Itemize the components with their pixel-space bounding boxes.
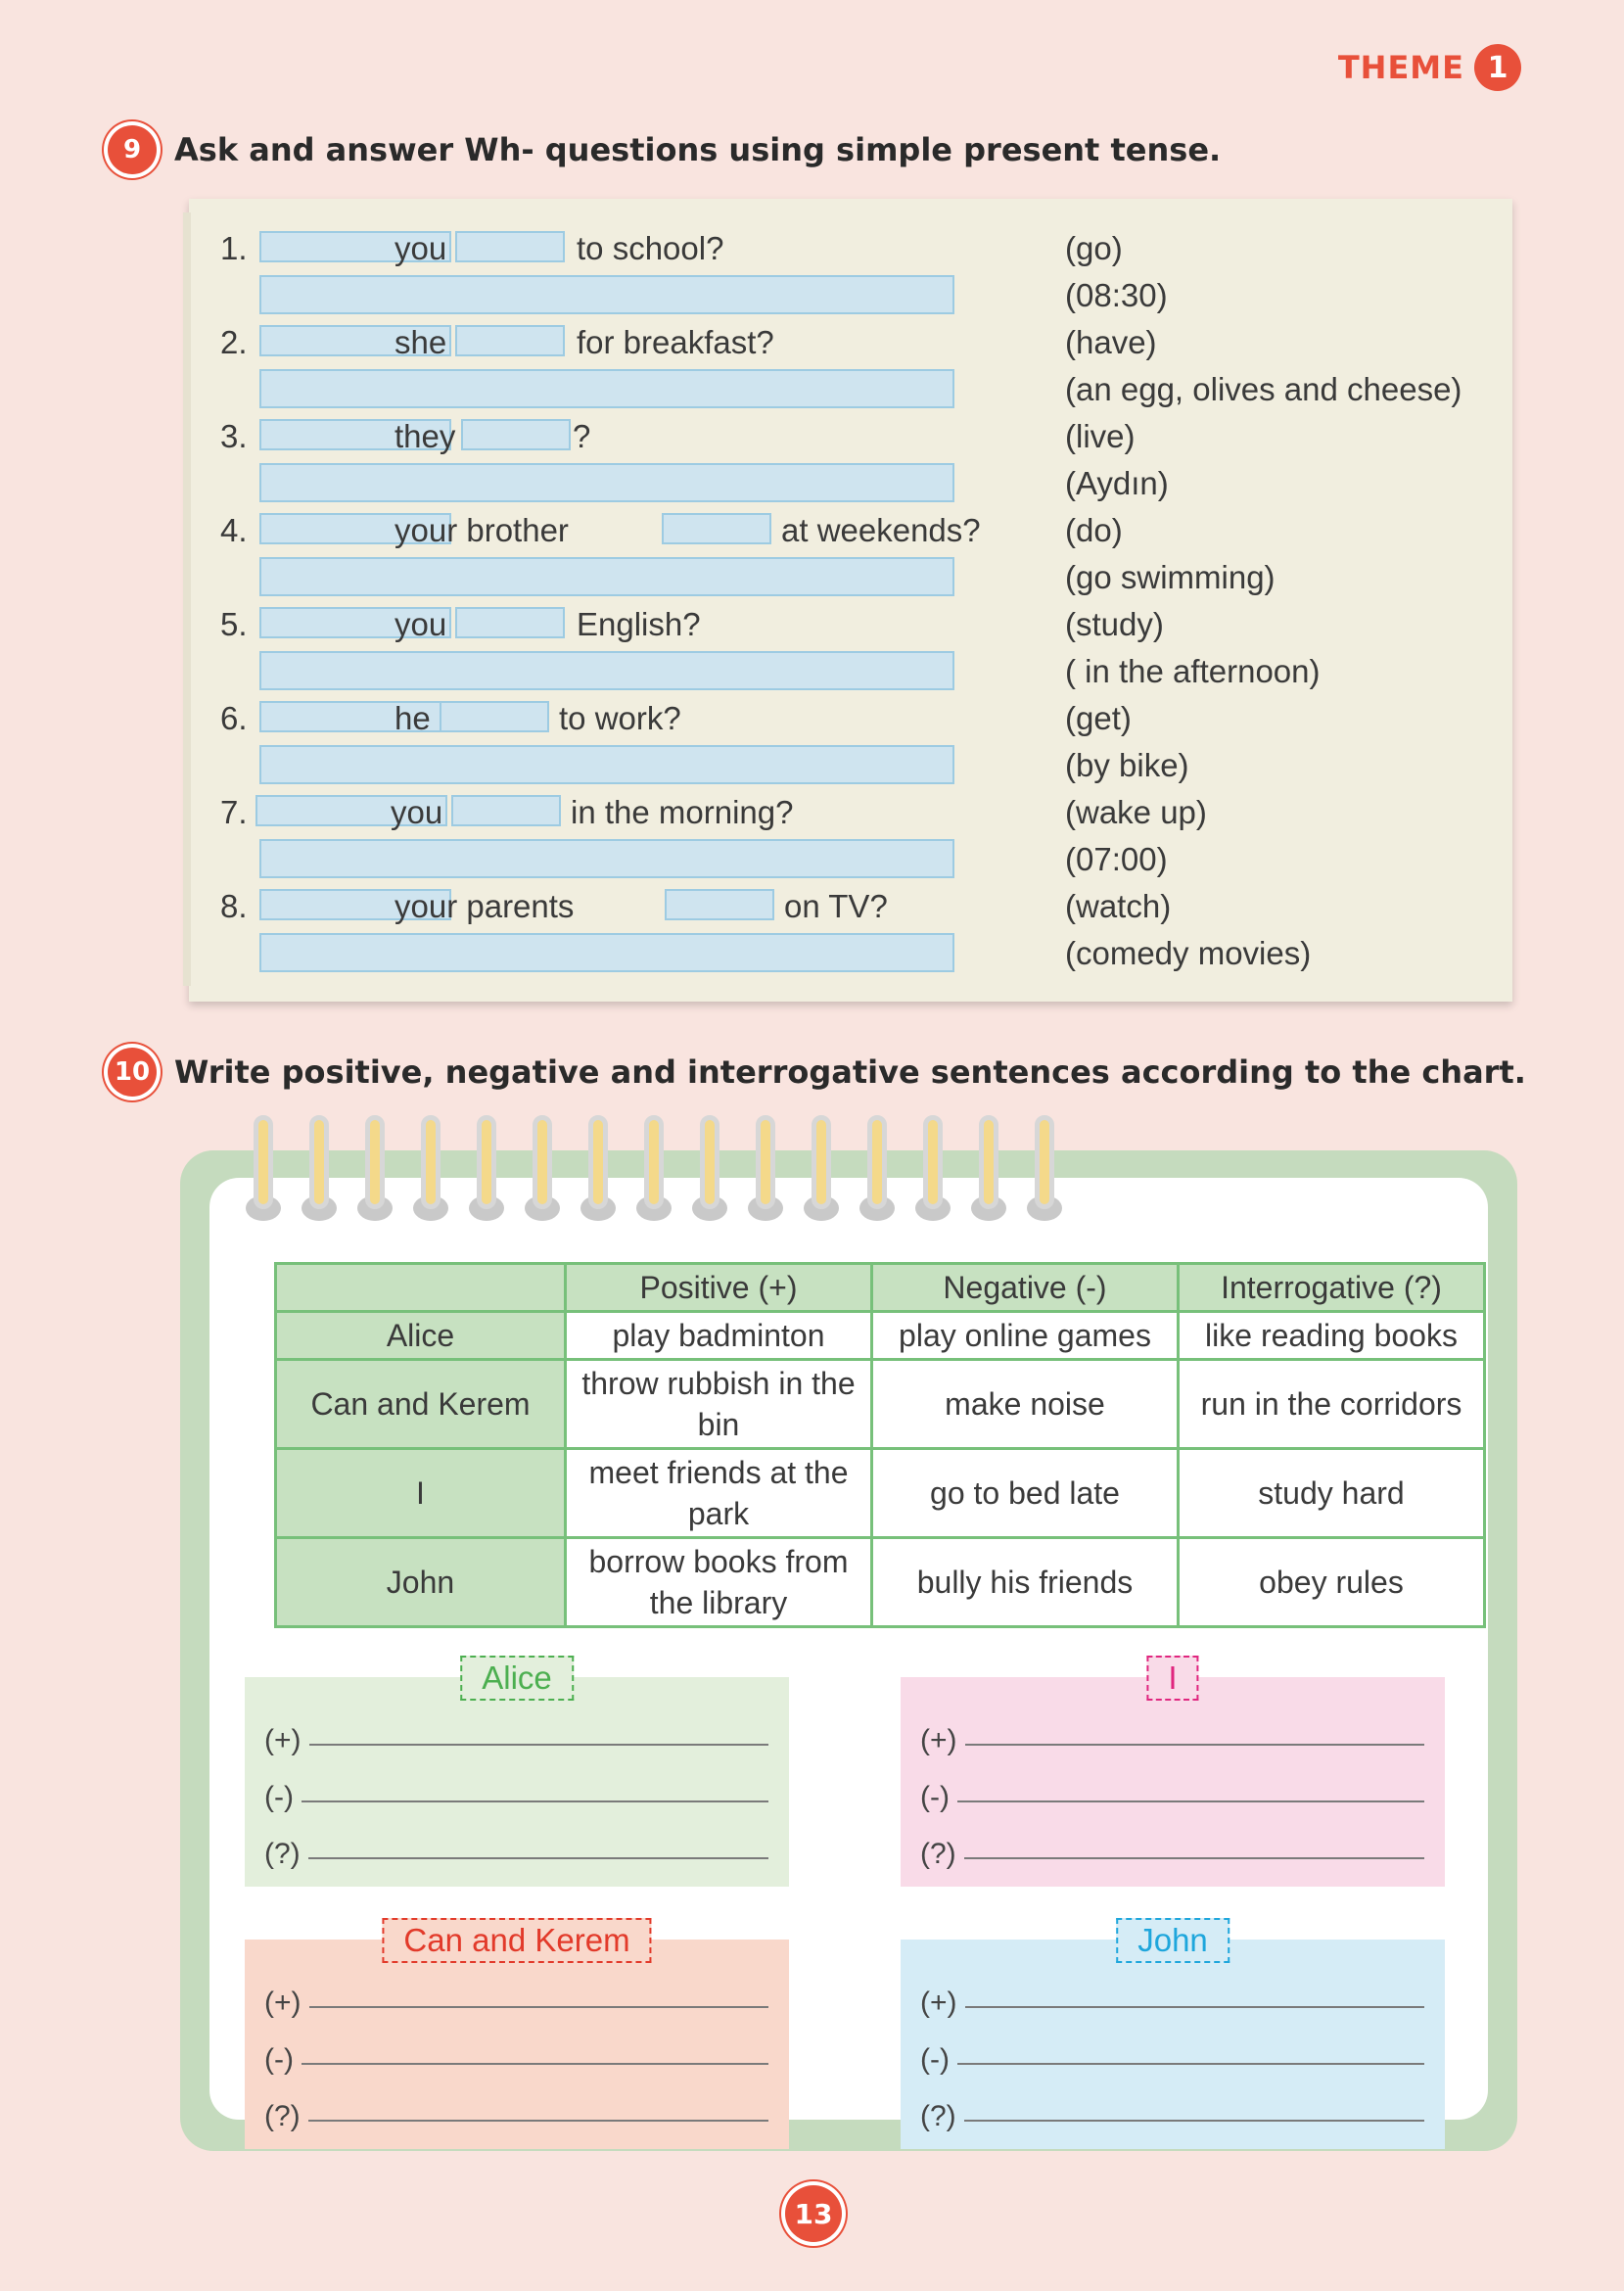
answer-rule	[957, 2063, 1424, 2065]
question-row	[189, 318, 1512, 365]
answer-row	[189, 929, 1512, 976]
writing-card	[901, 1922, 1445, 2149]
question-number: 2.	[220, 324, 248, 360]
writing-line[interactable]	[264, 1781, 768, 1814]
chart-row	[276, 1449, 1485, 1538]
chart-header-cell: Interrogative (?)	[1179, 1264, 1485, 1312]
verb-blank[interactable]	[665, 889, 774, 920]
chart-row	[276, 1538, 1485, 1627]
exercise-9-heading	[108, 125, 1221, 174]
answer-hint: (an egg, olives and cheese)	[1065, 371, 1462, 407]
sentence-type-label: (+)	[920, 1987, 957, 2019]
answer-row	[189, 647, 1512, 694]
chart-cell: run in the corridors	[1179, 1360, 1485, 1449]
chart-row	[276, 1312, 1485, 1360]
chart-cell: meet friends at the park	[566, 1449, 872, 1538]
answer-row	[189, 835, 1512, 882]
question-tail: English?	[577, 606, 701, 642]
writing-card	[245, 1660, 789, 1887]
answer-hint: ( in the afternoon)	[1065, 653, 1321, 689]
chart-header-cell: Negative (-)	[872, 1264, 1179, 1312]
chart-row-label: John	[276, 1538, 566, 1627]
answer-row	[189, 741, 1512, 788]
sentence-type-label: (-)	[264, 1781, 294, 1813]
answer-blank[interactable]	[259, 275, 954, 314]
question-row	[189, 694, 1512, 741]
card-name-tag: Alice	[460, 1656, 574, 1701]
question-subject: you	[394, 606, 447, 642]
sentence-type-label: (+)	[264, 1987, 302, 2019]
answer-blank[interactable]	[259, 745, 954, 784]
question-tail: ?	[573, 418, 591, 454]
card-name-tag: John	[1116, 1918, 1230, 1963]
verb-blank[interactable]	[662, 513, 771, 544]
answer-rule	[308, 2120, 768, 2122]
question-row	[189, 224, 1512, 271]
spiral-ring	[979, 1115, 998, 1209]
question-hint: (watch)	[1065, 888, 1172, 924]
answer-blank[interactable]	[259, 839, 954, 878]
spiral-ring	[1035, 1115, 1054, 1209]
question-subject: she	[394, 324, 447, 360]
page-number: 13	[785, 2185, 842, 2242]
question-subject: you	[394, 230, 447, 266]
answer-rule	[964, 1857, 1424, 1859]
question-row	[189, 506, 1512, 553]
answer-rule	[302, 1800, 768, 1802]
question-row	[189, 412, 1512, 459]
verb-blank[interactable]	[451, 795, 561, 826]
notebook-page	[209, 1178, 1488, 2132]
spiral-ring	[812, 1115, 831, 1209]
spiral-ring	[421, 1115, 441, 1209]
verb-blank[interactable]	[440, 701, 549, 732]
answer-row	[189, 459, 1512, 506]
verb-blank[interactable]	[455, 325, 565, 356]
answer-blank[interactable]	[259, 933, 954, 972]
question-row	[189, 788, 1512, 835]
exercise-9-title: Ask and answer Wh- questions using simple present tense.	[174, 131, 1222, 168]
writing-card	[245, 1922, 789, 2149]
theme-header	[1338, 44, 1521, 91]
answer-rule	[309, 1744, 769, 1746]
chart-cell: throw rubbish in the bin	[566, 1360, 872, 1449]
sentence-type-label: (?)	[264, 1838, 301, 1870]
answer-rule	[302, 2063, 768, 2065]
writing-line[interactable]	[920, 2043, 1424, 2077]
spiral-ring	[533, 1115, 552, 1209]
writing-line[interactable]	[920, 1987, 1424, 2020]
question-subject: your parents	[394, 888, 575, 924]
spiral-ring	[588, 1115, 608, 1209]
answer-rule	[964, 2120, 1424, 2122]
spiral-ring	[923, 1115, 943, 1209]
sentence-type-label: (+)	[920, 1724, 957, 1756]
sentence-type-label: (?)	[264, 2100, 301, 2132]
exercise-9-paper	[189, 199, 1512, 1002]
question-row	[189, 882, 1512, 929]
chart-cell: obey rules	[1179, 1538, 1485, 1627]
answer-hint: (comedy movies)	[1065, 935, 1312, 971]
theme-label: THEME	[1337, 49, 1464, 86]
verb-blank[interactable]	[455, 231, 565, 262]
question-hint: (do)	[1065, 512, 1123, 548]
sentence-type-label: (?)	[920, 1838, 956, 1870]
chart-row-label: I	[276, 1449, 566, 1538]
answer-hint: (go swimming)	[1065, 559, 1276, 595]
question-hint: (go)	[1065, 230, 1123, 266]
spiral-ring	[365, 1115, 385, 1209]
sentence-type-label: (-)	[264, 2043, 294, 2076]
writing-line[interactable]	[264, 2043, 768, 2077]
question-subject: he	[394, 700, 431, 736]
spiral-ring	[477, 1115, 496, 1209]
question-number: 8.	[220, 888, 248, 924]
answer-blank[interactable]	[259, 557, 954, 596]
question-subject: your brother	[394, 512, 569, 548]
spiral-ring	[644, 1115, 664, 1209]
answer-blank[interactable]	[259, 651, 954, 690]
chart-row-label: Alice	[276, 1312, 566, 1360]
answer-rule	[308, 1857, 768, 1859]
answer-rule	[965, 1744, 1425, 1746]
sentence-type-label: (-)	[920, 1781, 950, 1813]
writing-line[interactable]	[920, 1781, 1424, 1814]
question-tail: to school?	[577, 230, 724, 266]
writing-line[interactable]	[264, 1724, 768, 1757]
chart-header-cell	[276, 1264, 566, 1312]
writing-card	[901, 1660, 1445, 1887]
spiral-ring	[254, 1115, 273, 1209]
card-name-tag: I	[1146, 1656, 1198, 1701]
exercise-9-number: 9	[108, 125, 157, 174]
answer-hint: (by bike)	[1065, 747, 1189, 783]
chart-cell: like reading books	[1179, 1312, 1485, 1360]
answer-row	[189, 271, 1512, 318]
question-hint: (have)	[1065, 324, 1157, 360]
sentence-type-label: (?)	[920, 2100, 956, 2132]
question-tail: to work?	[559, 700, 681, 736]
question-number: 4.	[220, 512, 248, 548]
question-hint: (get)	[1065, 700, 1132, 736]
question-subject: you	[391, 794, 443, 830]
answer-row	[189, 365, 1512, 412]
question-tail: for breakfast?	[577, 324, 774, 360]
question-hint: (wake up)	[1065, 794, 1207, 830]
chart-cell: bully his friends	[872, 1538, 1179, 1627]
spiral-ring	[756, 1115, 775, 1209]
answer-blank[interactable]	[259, 463, 954, 502]
exercise-10-title: Write positive, negative and interrogative sentences according to the chart.	[174, 1053, 1526, 1091]
card-name-tag: Can and Kerem	[382, 1918, 651, 1963]
answer-hint: (07:00)	[1065, 841, 1168, 877]
writing-line[interactable]	[920, 2100, 1424, 2133]
chart-cell: go to bed late	[872, 1449, 1179, 1538]
chart-cell: make noise	[872, 1360, 1179, 1449]
chart-cell: play online games	[872, 1312, 1179, 1360]
writing-line[interactable]	[920, 1724, 1424, 1757]
chart-cell: borrow books from the library	[566, 1538, 872, 1627]
writing-line[interactable]	[264, 1987, 768, 2020]
theme-number-badge: 1	[1474, 44, 1521, 91]
writing-line[interactable]	[264, 1838, 768, 1871]
notebook	[180, 1150, 1517, 2151]
chart-row-label: Can and Kerem	[276, 1360, 566, 1449]
answer-hint: (Aydın)	[1065, 465, 1169, 501]
spiral-ring	[867, 1115, 887, 1209]
answer-row	[189, 553, 1512, 600]
verb-blank[interactable]	[461, 419, 571, 450]
spiral-ring	[700, 1115, 719, 1209]
chart-header-row	[276, 1264, 1485, 1312]
chart-row	[276, 1360, 1485, 1449]
writing-line[interactable]	[920, 1838, 1424, 1871]
chart-cell: study hard	[1179, 1449, 1485, 1538]
chart-header-cell: Positive (+)	[566, 1264, 872, 1312]
answer-blank[interactable]	[259, 369, 954, 408]
sentence-type-label: (-)	[920, 2043, 950, 2076]
answer-rule	[965, 2006, 1425, 2008]
answer-hint: (08:30)	[1065, 277, 1168, 313]
spiral-ring	[309, 1115, 329, 1209]
question-hint: (live)	[1065, 418, 1136, 454]
exercise-10-number: 10	[108, 1048, 157, 1097]
answer-rule	[309, 2006, 769, 2008]
question-tail: in the morning?	[571, 794, 794, 830]
sentence-chart	[274, 1262, 1486, 1628]
question-number: 7.	[220, 794, 248, 830]
question-tail: on TV?	[784, 888, 888, 924]
question-number: 5.	[220, 606, 248, 642]
question-tail: at weekends?	[781, 512, 981, 548]
verb-blank[interactable]	[455, 607, 565, 638]
exercise-10-heading	[108, 1048, 1526, 1097]
sentence-type-label: (+)	[264, 1724, 302, 1756]
question-subject: they	[394, 418, 456, 454]
question-hint: (study)	[1065, 606, 1164, 642]
answer-rule	[957, 1800, 1424, 1802]
question-number: 3.	[220, 418, 248, 454]
writing-line[interactable]	[264, 2100, 768, 2133]
question-number: 1.	[220, 230, 248, 266]
chart-cell: play badminton	[566, 1312, 872, 1360]
question-row	[189, 600, 1512, 647]
question-number: 6.	[220, 700, 248, 736]
